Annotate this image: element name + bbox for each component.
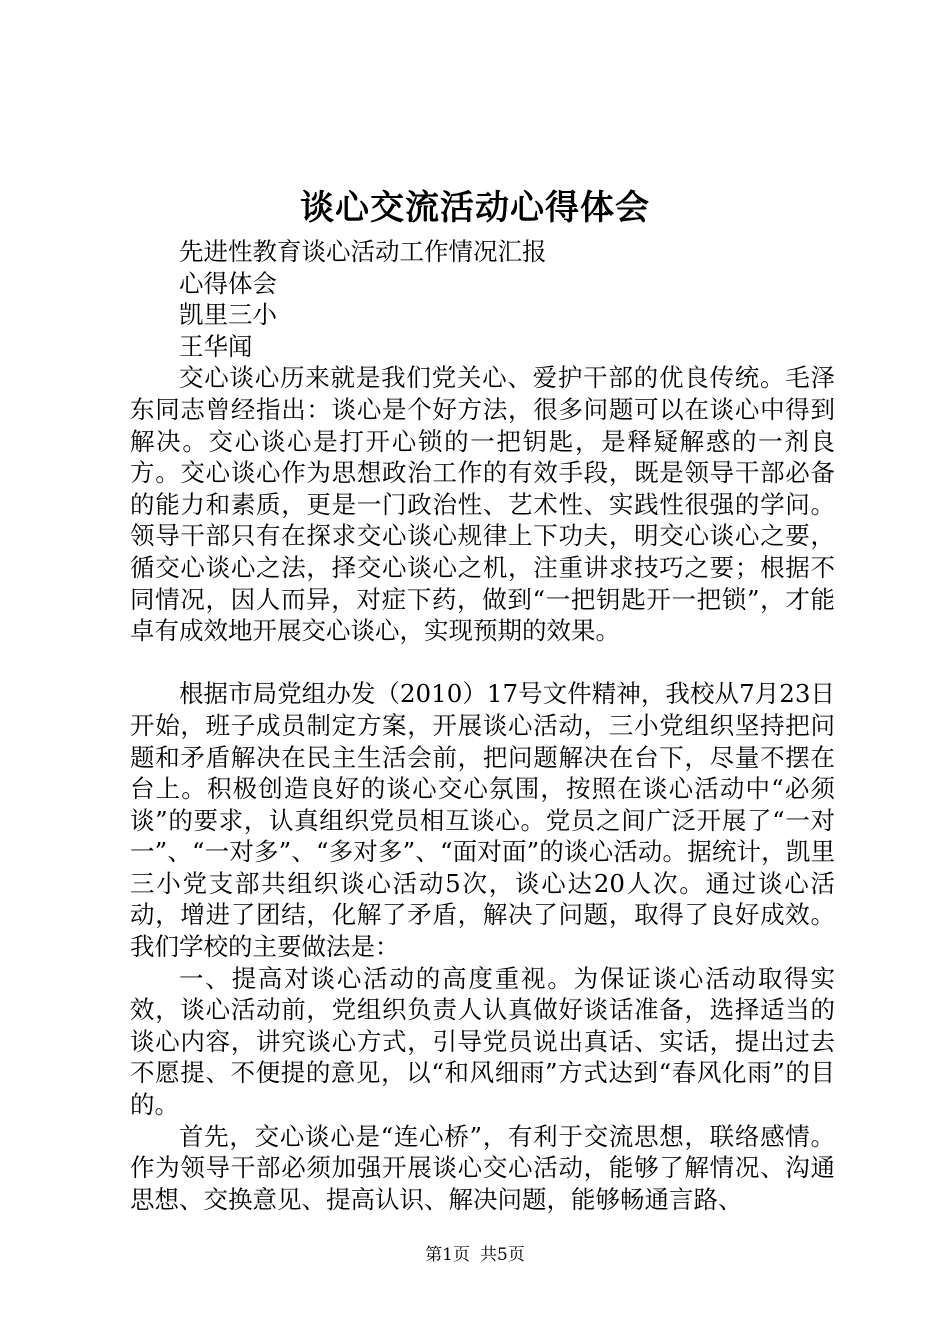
author-name-line: 王华闻 [179, 331, 253, 361]
report-title-line: 先进性教育谈心活动工作情况汇报 [179, 237, 547, 266]
subtitle-line: 心得体会 [179, 268, 277, 298]
document-title: 谈心交流活动心得体会 [300, 188, 650, 228]
page-number-current: 第1页 [425, 1245, 470, 1265]
paragraph-point-one: 一、提高对谈心活动的高度重视。为保证谈心活动取得实效，谈心活动前，党组织负责人认真做好谈话准备，选择适当的谈心内容，讲究谈心方式，引导党员说出真话、实话，提出过去不愿提、不便提的意见，以“和风细雨”方式达到“春风化雨”的目的。 [130, 963, 835, 1120]
page-footer [0, 1243, 950, 1267]
page-number-total: 共5页 [480, 1245, 525, 1265]
document-body [130, 236, 835, 1215]
school-name-line: 凯里三小 [179, 300, 277, 330]
paragraph-background: 根据市局党组办发（2010）17号文件精神，我校从7月23日开始，班子成员制定方案，开展谈心活动，三小党组织坚持把问题和矛盾解决在民主生活会前，把问题解决在台下，尽量不摆在台上。积极创造良好的谈心交心氛围，按照在谈心活动中“必须谈”的要求，认真组织党员相互谈心。党员之间广泛开展了“一对一”、“一对多”、“多对多”、“面对面”的谈心活动。据统计，凯里三小党支部共组织谈心活动5次，谈心达20人次。通过谈心活动，增进了团结，化解了矛盾，解决了问题，取得了良好成效。我们学校的主要做法是： [130, 679, 835, 962]
paragraph-first: 首先，交心谈心是“连心桥”，有利于交流思想，联络感情。作为领导干部必须加强开展谈心交心活动，能够了解情况、沟通思想、交换意见、提高认识、解决问题，能够畅通言路、 [130, 1121, 835, 1214]
paragraph-intro: 交心谈心历来就是我们党关心、爱护干部的优良传统。毛泽东同志曾经指出：谈心是个好方法，很多问题可以在谈心中得到解决。交心谈心是打开心锁的一把钥匙，是释疑解惑的一剂良方。交心谈心作为思想政治工作的有效手段，既是领导干部必备的能力和素质，更是一门政治性、艺术性、实践性很强的学问。领导干部只有在探求交心谈心规律上下功夫，明交心谈心之要，循交心谈心之法，择交心谈心之机，注重讲求技巧之要；根据不同情况，因人而异，对症下药，做到“一把钥匙开一把锁”，才能卓有成效地开展交心谈心，实现预期的效果。 [130, 363, 835, 646]
